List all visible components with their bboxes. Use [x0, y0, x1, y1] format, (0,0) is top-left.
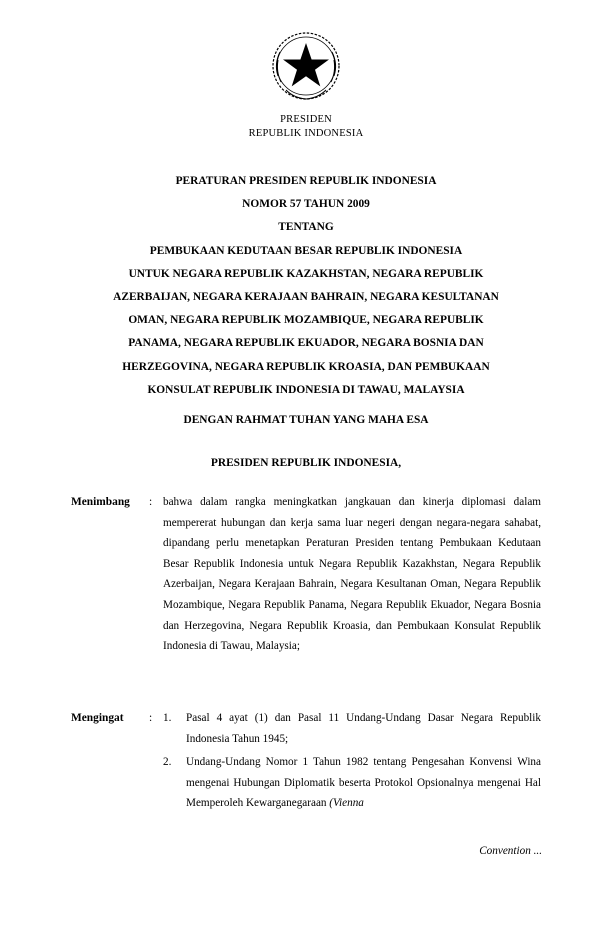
- presiden-line: PRESIDEN REPUBLIK INDONESIA,: [210, 457, 402, 469]
- item-number: 2.: [163, 756, 172, 768]
- menimbang-text: bahwa dalam rangka meningkatkan jangkauan dan kinerja diplomasi dalam mempererat hubungan dan kerja sama luar negeri dengan negara-negara sahabat, dipandang perlu menetapkan Peraturan Presiden tentang Pembukaan Kedutaan Besar Republik Indonesia untuk Negara Republik Kazakhstan, Negara Republik Azerbaijan, Negara Kerajaan Bahrain, Negara Kesultanan Oman, Negara Republik Mozambique, Negara Republik Panama, Negara Republik Ekuador, Negara Bosnia dan Herzegovina, Negara Republik Kroasia, dan Pembukaan Konsulat Republik Indonesia di Tawau, Malaysia;: [163, 496, 541, 653]
- menimbang-label: Menimbang: [71, 496, 130, 508]
- header-presiden: PRESIDEN: [280, 114, 332, 125]
- item-text: [186, 752, 541, 814]
- title-line: UNTUK NEGARA REPUBLIK KAZAKHSTAN, NEGARA REPUBLIK: [128, 267, 484, 280]
- garuda-star-wreath-icon: [264, 24, 348, 108]
- title-line: PERATURAN PRESIDEN REPUBLIK INDONESIA: [175, 175, 437, 187]
- title-line: AZERBAIJAN, NEGARA KERAJAAN BAHRAIN, NEGARA KESULTANAN: [113, 291, 499, 304]
- continuation-marker: Convention ...: [479, 845, 542, 857]
- item-text-italic: (Vienna: [329, 797, 364, 810]
- title-line: OMAN, NEGARA REPUBLIK MOZAMBIQUE, NEGARA REPUBLIK: [128, 314, 484, 327]
- title-line: HERZEGOVINA, NEGARA REPUBLIK KROASIA, DAN PEMBUKAAN: [122, 360, 490, 373]
- title-line: NOMOR 57 TAHUN 2009: [242, 198, 370, 211]
- mengingat-label: Mengingat: [71, 712, 124, 724]
- item-text-body: Undang-Undang Nomor 1 Tahun 1982 tentang Pengesahan Konvensi Wina mengenai Hubungan Diplomatik beserta Protokol Opsionalnya mengenai Hal Memperoleh Kewarganegaraan: [186, 756, 541, 810]
- item-text: Pasal 4 ayat (1) dan Pasal 11 Undang-Undang Dasar Negara Republik Indonesia Tahun 1945;: [186, 712, 541, 745]
- title-line: TENTANG: [278, 221, 334, 234]
- mengingat-colon: :: [149, 712, 153, 724]
- mengingat-item: [163, 708, 541, 749]
- regulation-title: [60, 170, 552, 402]
- title-line: PEMBUKAAN KEDUTAAN BESAR REPUBLIK INDONESIA: [149, 244, 463, 257]
- rahmat-line: DENGAN RAHMAT TUHAN YANG MAHA ESA: [183, 414, 429, 426]
- header-republik-indonesia: REPUBLIK INDONESIA: [248, 128, 364, 139]
- item-number: 1.: [163, 712, 172, 724]
- mengingat-item: [163, 752, 541, 814]
- title-line: KONSULAT REPUBLIK INDONESIA DI TAWAU, MALAYSIA: [147, 383, 465, 396]
- title-line: PANAMA, NEGARA REPUBLIK EKUADOR, NEGARA BOSNIA DAN: [128, 337, 484, 350]
- menimbang-colon: :: [149, 496, 153, 508]
